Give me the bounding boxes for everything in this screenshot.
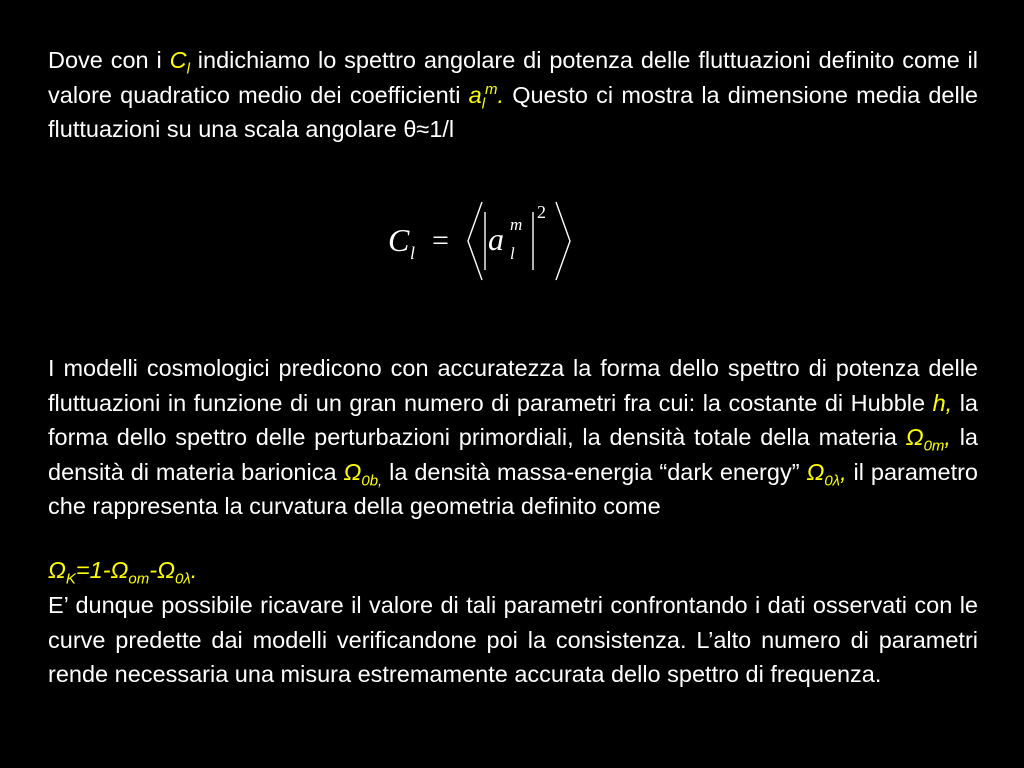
alm-symbol-main: a — [468, 81, 482, 108]
formula-exponent: 2 — [537, 202, 546, 222]
models-text-4: la densità massa-energia “dark energy” — [382, 458, 807, 485]
formula-equals: = — [432, 224, 449, 257]
alm-symbol-superscript: m — [485, 80, 498, 98]
formula-lhs-subscript: l — [410, 243, 416, 263]
formula-right-angle-bracket — [556, 202, 570, 280]
alm-symbol-period: . — [497, 81, 505, 108]
formula-coef-main: a — [488, 221, 504, 257]
omega-0lambda-main: Ω — [806, 458, 825, 485]
cl-symbol-subscript: l — [186, 60, 190, 78]
formula-left-angle-bracket — [468, 202, 482, 280]
omega-0b-symbol — [343, 458, 383, 490]
models-text-5: il parametro che rappresenta la curvatura della geometria definito come — [48, 458, 978, 519]
omega-k-main: Ω — [48, 557, 66, 583]
omega-om-main: Ω — [110, 557, 129, 583]
omega-0m-main: Ω — [905, 424, 924, 450]
models-text-2: la forma dello spettro delle perturbazioni primordiali, la densità totale della materia — [48, 389, 978, 450]
curvature-period: . — [190, 557, 198, 583]
conclusion-paragraph: E’ dunque possibile ricavare il valore di tali parametri confrontando i dati osservati con le curve predette dai modelli verificandone poi la consistenza. L’alto numero di parametri rende necessaria una misura estremamente accurata dello spettro di frequenza. — [48, 592, 978, 687]
omega-0m-comma: , — [944, 424, 951, 450]
alm-symbol-subscript: l — [481, 95, 486, 113]
omega-0m-symbol — [905, 424, 951, 455]
models-text-1: I modelli cosmologici predicono con accuratezza la forma dello spettro di potenza delle fluttuazioni in funzione di un gran numero di parametri fra cui: la costante di Hubble — [48, 355, 978, 416]
omega-0lambda-2-main: Ω — [157, 557, 175, 583]
curvature-formula — [48, 557, 198, 588]
cl-symbol-main: C — [169, 47, 187, 73]
cl-symbol — [169, 47, 190, 78]
formula-coef-superscript: m — [510, 215, 523, 234]
omega-0lambda-2-subscript: 0λ — [174, 570, 191, 588]
intro-paragraph — [48, 43, 978, 147]
omega-0b-main: Ω — [343, 458, 362, 485]
omega-0b-subscript: 0b, — [361, 472, 383, 490]
hubble-symbol: h, — [932, 389, 953, 416]
intro-text-3: Questo ci mostra la dimensione media delle fluttuazioni su una scala angolare θ≈1/l — [48, 81, 978, 142]
models-paragraph — [48, 351, 978, 524]
omega-om-subscript: om — [128, 570, 150, 588]
alm-symbol — [468, 80, 505, 113]
omega-0m-subscript: 0m — [923, 437, 945, 455]
omega-0lambda-symbol — [806, 458, 847, 490]
intro-text-1: Dove con i — [48, 47, 170, 73]
curvature-minus: - — [149, 557, 158, 583]
formula-lhs-main: C — [388, 222, 410, 258]
power-spectrum-formula — [380, 196, 580, 286]
models-text-3: la densità di materia barionica — [48, 424, 978, 485]
intro-text-2: indichiamo lo spettro angolare di potenza delle fluttuazioni definito come il valore quadratico medio dei coefficienti — [48, 47, 978, 108]
curvature-formula-line — [48, 553, 197, 588]
formula-coef-subscript: l — [510, 244, 515, 263]
curvature-equals: =1- — [75, 557, 111, 583]
omega-0lambda-subscript: 0λ — [824, 472, 841, 490]
omega-k-subscript: K — [65, 570, 76, 588]
omega-0lambda-comma: , — [840, 458, 847, 485]
